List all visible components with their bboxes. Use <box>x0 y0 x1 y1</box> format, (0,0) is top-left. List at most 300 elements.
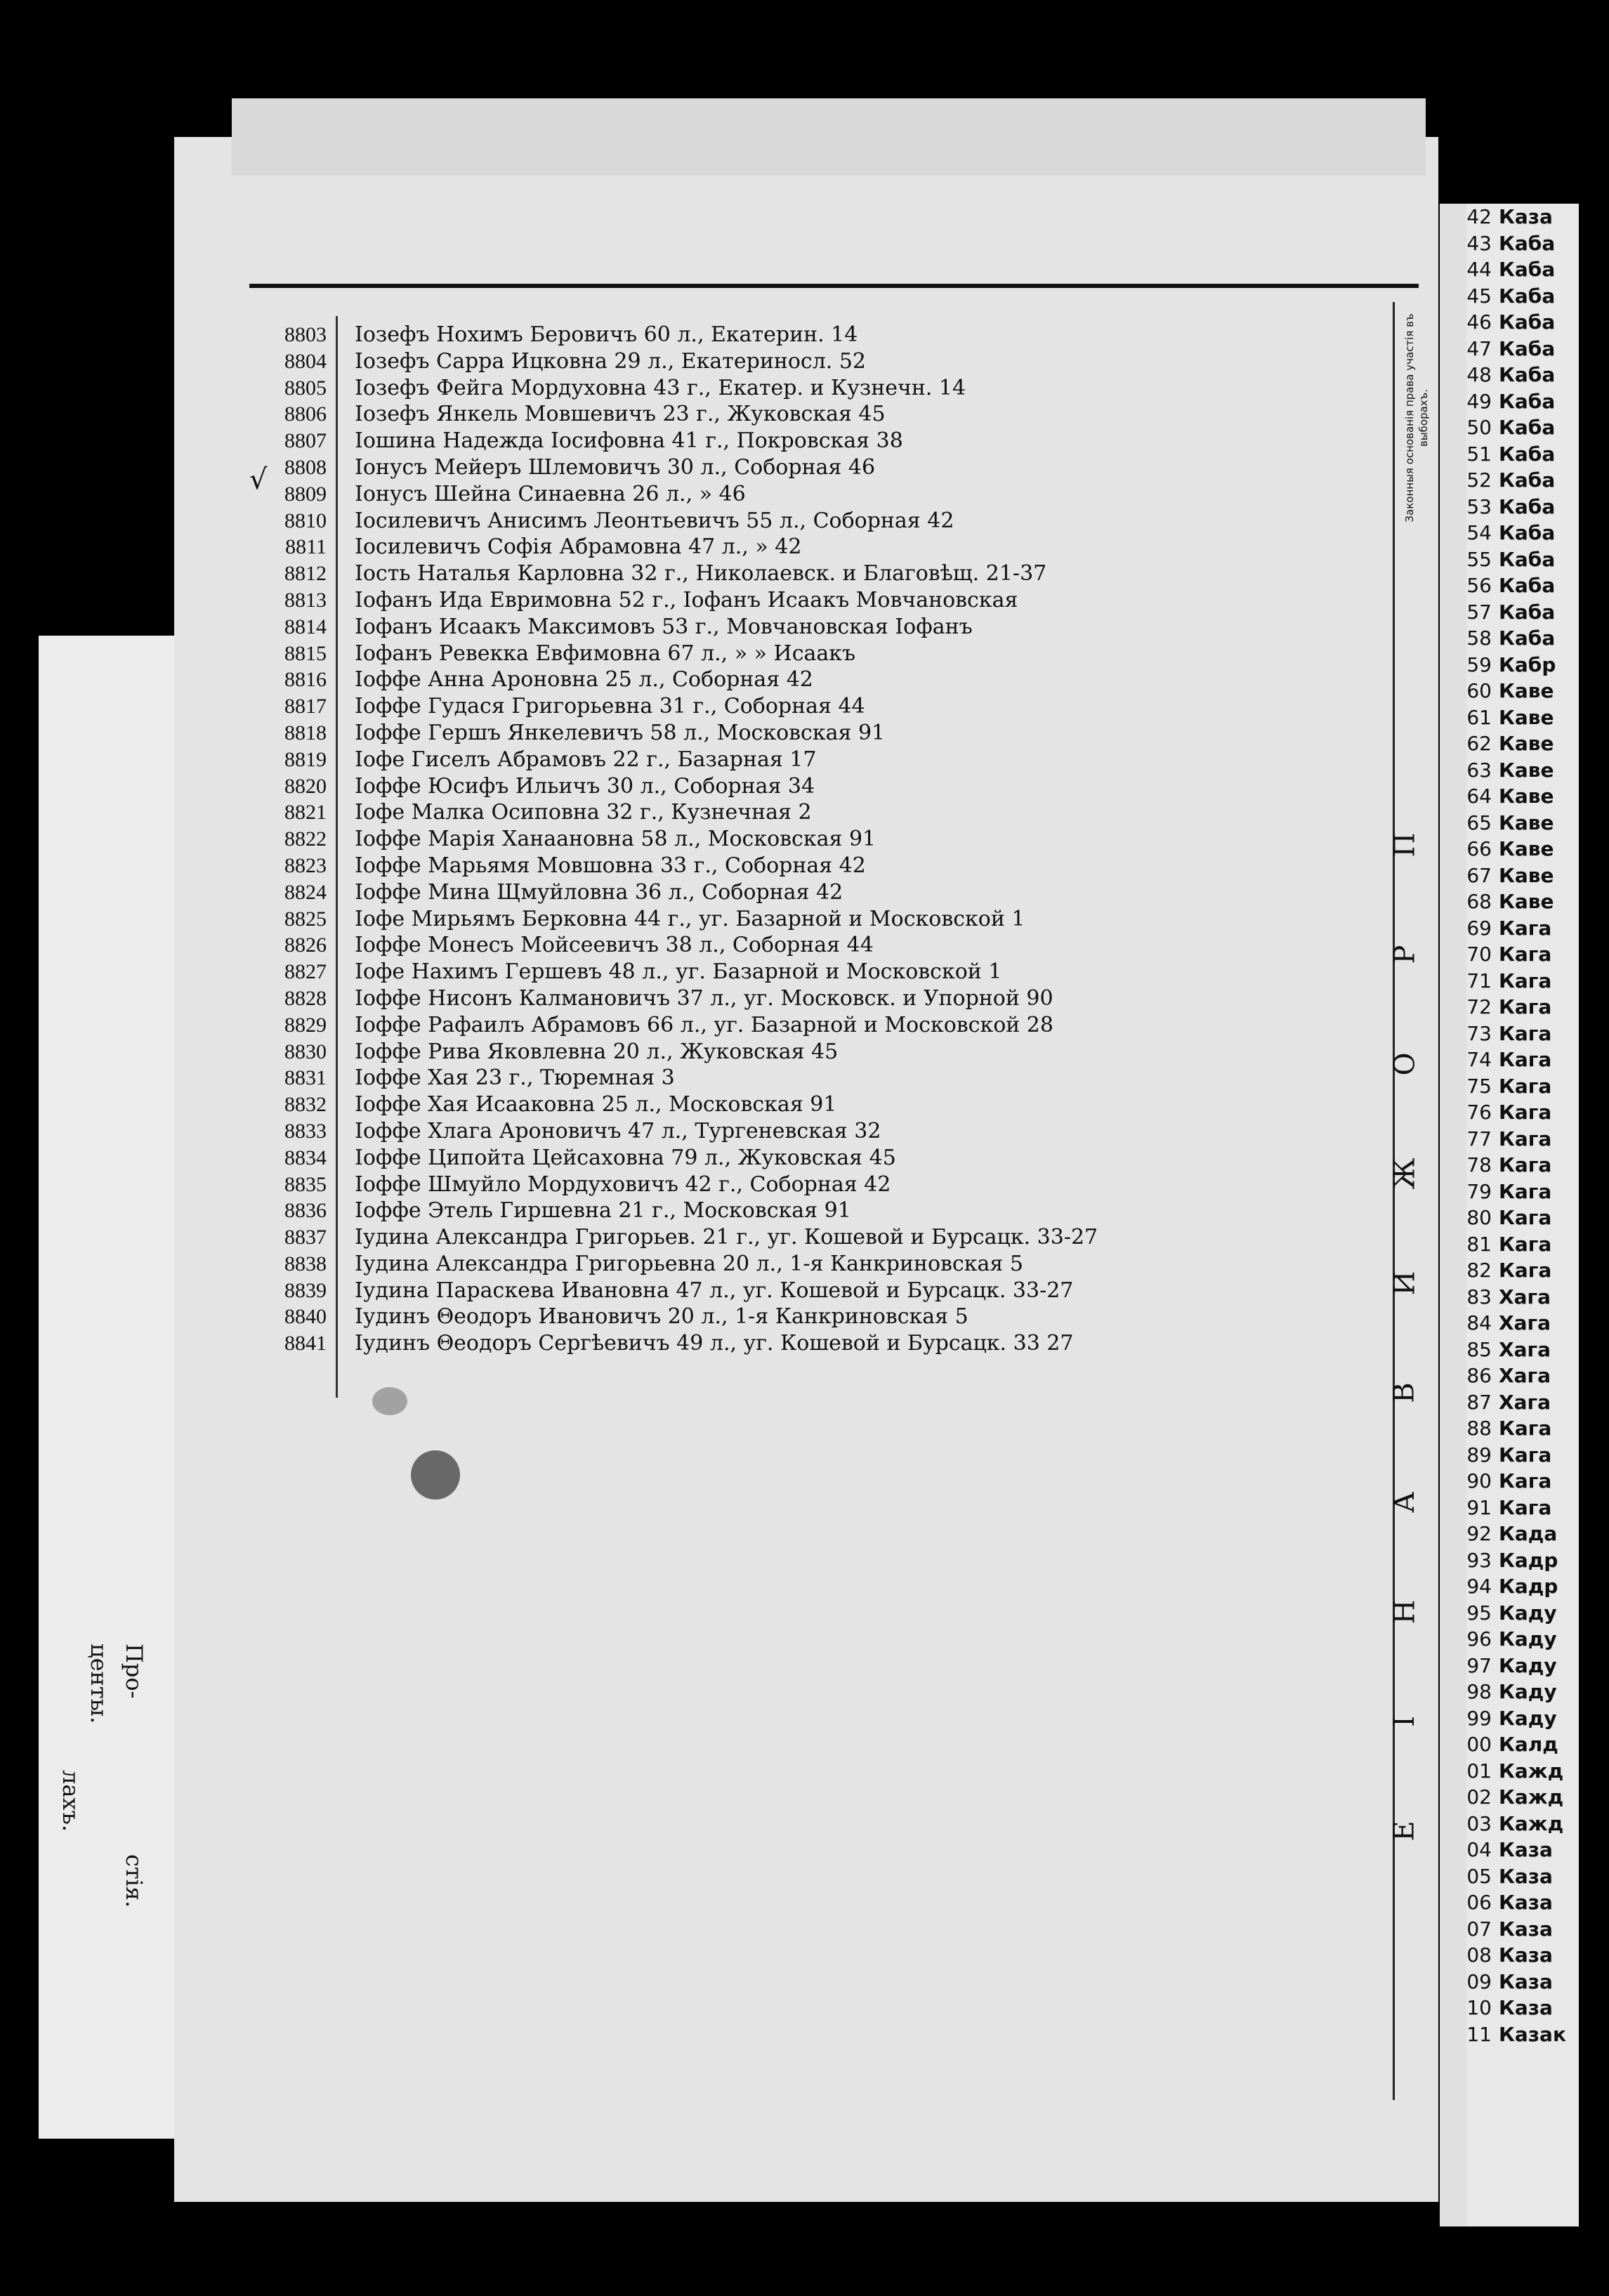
next-page-entry <box>1466 1705 1579 1732</box>
next-page-entry-number: 75 <box>1466 1074 1492 1098</box>
next-page-entry-number: 53 <box>1466 494 1492 518</box>
entry-number: 8819 <box>284 747 327 771</box>
entry-text: Iоффе Нисонъ Калмановичъ 37 л., уг. Московск. и Упорной 90 <box>355 985 1053 1011</box>
entry-number: 8835 <box>284 1172 327 1196</box>
next-page-entry-number: 88 <box>1466 1417 1492 1440</box>
next-page-entry-text: Хага <box>1499 1390 1551 1414</box>
side-heading-residence <box>1384 829 1426 1847</box>
entry-text: Iоффе Рафаилъ Абрамовъ 66 л., уг. Базарной и Московской 28 <box>355 1012 1053 1037</box>
list-item <box>249 614 1373 641</box>
next-page-entry <box>1466 994 1579 1021</box>
entry-number: 8815 <box>284 641 327 665</box>
next-page-entry <box>1466 1126 1579 1153</box>
entry-number: 8818 <box>284 721 327 744</box>
next-page-entry-number: 94 <box>1466 1575 1492 1598</box>
list-item <box>249 1039 1373 1065</box>
next-page-entry <box>1466 1916 1579 1943</box>
left-fragment: лахъ. <box>58 1770 84 1832</box>
next-page-entry-text: Када <box>1499 1522 1558 1545</box>
entry-number: 8839 <box>284 1278 327 1302</box>
list-item <box>249 401 1373 428</box>
next-page-entry-text: Кага <box>1499 943 1552 966</box>
next-page-entry-text: Хага <box>1499 1364 1551 1387</box>
list-item <box>249 641 1373 667</box>
next-page-entry <box>1466 1047 1579 1073</box>
next-page-entry <box>1466 1573 1579 1600</box>
list-item <box>249 667 1373 693</box>
next-page-entry <box>1466 1021 1579 1047</box>
entry-number: 8829 <box>284 1013 327 1037</box>
next-page-entry-text: Каба <box>1499 231 1556 255</box>
next-page-entry-text: Каду <box>1499 1601 1557 1625</box>
next-page-entry-number: 87 <box>1466 1390 1492 1414</box>
entry-text: Iоффе Хая 23 г., Тюремная 3 <box>355 1065 675 1091</box>
next-page-entry-number: 68 <box>1466 890 1492 913</box>
entry-text: Iудинъ Θеодоръ Сергѣевичъ 49 л., уг. Кошевой и Бурсацк. 33 27 <box>355 1331 1074 1356</box>
next-page-entry-text: Каду <box>1499 1627 1557 1651</box>
next-page-entry <box>1466 494 1579 520</box>
list-item <box>249 1065 1373 1091</box>
list-item <box>249 906 1373 933</box>
entry-text: Iофе Мирьямъ Берковна 44 г., уг. Базарной и Московской 1 <box>355 906 1025 931</box>
next-page-entry <box>1466 1205 1579 1231</box>
next-page-entry-text: Кага <box>1499 1232 1552 1256</box>
next-page-entry <box>1466 1468 1579 1495</box>
next-page-entry-number: 64 <box>1466 785 1492 808</box>
next-page-entry-text: Каве <box>1499 732 1554 755</box>
next-page-entry-number: 66 <box>1466 837 1492 860</box>
next-page-entry <box>1466 1231 1579 1258</box>
heading-letter: В <box>1388 1382 1421 1403</box>
next-page-entry-number: 44 <box>1466 258 1492 281</box>
next-page-entry-number: 97 <box>1466 1653 1492 1677</box>
next-page-entry-number: 95 <box>1466 1601 1492 1625</box>
next-page-entry <box>1466 625 1579 652</box>
entry-text: Iудина Параскева Ивановна 47 л., уг. Кошевой и Бурсацк. 33-27 <box>355 1278 1074 1303</box>
next-page-entry <box>1466 757 1579 784</box>
left-fragment: Про- <box>121 1644 147 1699</box>
next-page-entry-text: Каба <box>1499 416 1556 439</box>
next-page-entry-text: Каба <box>1499 600 1556 624</box>
list-item <box>249 428 1373 454</box>
side-note: Законныя основанія права участія въ выборахъ. <box>1403 313 1430 523</box>
next-page-entry <box>1466 1731 1579 1758</box>
entry-number: 8813 <box>284 588 327 612</box>
next-page-entry-text: Кажд <box>1499 1759 1564 1783</box>
next-page-entry-number: 98 <box>1466 1680 1492 1703</box>
list-item <box>249 481 1373 508</box>
entry-number: 8810 <box>284 509 327 532</box>
next-page-entry-number: 46 <box>1466 310 1492 334</box>
next-page-entry-text: Каба <box>1499 494 1556 518</box>
next-page-entry <box>1466 1179 1579 1205</box>
left-fragment: центы. <box>86 1644 112 1724</box>
next-page-entry <box>1466 441 1579 468</box>
next-page-entry-text: Каза <box>1499 1891 1553 1914</box>
next-page-entry-text: Кага <box>1499 1259 1552 1282</box>
next-page-entry <box>1466 1653 1579 1679</box>
entry-text: Iоффе Шмуйло Мордуховичъ 42 г., Соборная 42 <box>355 1172 891 1197</box>
entry-text: Iоффе Гудася Григорьевна 31 г., Соборная 44 <box>355 694 865 719</box>
page-top-area <box>232 98 1426 176</box>
next-page-entry <box>1466 1995 1579 2021</box>
next-page-entry-text: Каза <box>1499 1838 1553 1861</box>
next-page-entry-number: 61 <box>1466 705 1492 729</box>
next-page-entry-number: 00 <box>1466 1733 1492 1756</box>
next-page-entry-number: 47 <box>1466 336 1492 360</box>
next-page-entry-text: Каве <box>1499 837 1554 860</box>
next-page-entry <box>1466 1152 1579 1179</box>
next-page-entry-number: 02 <box>1466 1785 1492 1809</box>
next-page-entry-number: 84 <box>1466 1311 1492 1334</box>
list-item <box>249 1251 1373 1278</box>
entry-text: Iудина Александра Григорьевна 20 л., 1-я Канкриновская 5 <box>355 1251 1023 1276</box>
next-page-entry-text: Каве <box>1499 705 1554 729</box>
next-page-entry-number: 06 <box>1466 1891 1492 1914</box>
next-page-entry-number: 09 <box>1466 1969 1492 1993</box>
next-page-entry <box>1466 1521 1579 1547</box>
next-page-entry-text: Хага <box>1499 1337 1551 1361</box>
next-page-entry-text: Кага <box>1499 1443 1552 1467</box>
next-page-entry-text: Каду <box>1499 1653 1557 1677</box>
next-page-entry <box>1466 388 1579 415</box>
entry-text: Iозефъ Янкель Мовшевичъ 23 г., Жуковская 45 <box>355 402 886 427</box>
entry-number: 8816 <box>284 668 327 692</box>
entry-number: 8823 <box>284 853 327 877</box>
next-page-column <box>1466 204 1579 2226</box>
next-page-entry-number: 43 <box>1466 231 1492 255</box>
next-page-entry <box>1466 1679 1579 1705</box>
heading-letter: О <box>1388 1052 1421 1076</box>
entry-text: Iоффе Рива Яковлевна 20 л., Жуковская 45 <box>355 1039 839 1064</box>
list-item <box>249 1198 1373 1224</box>
left-page-fragments <box>42 1644 176 2135</box>
next-page-entry-text: Каза <box>1499 1943 1553 1967</box>
next-page-entry-text: Каба <box>1499 310 1556 334</box>
entry-number: 8812 <box>284 562 327 586</box>
next-page-entry <box>1466 362 1579 388</box>
entry-number: 8830 <box>284 1039 327 1063</box>
entry-number: 8803 <box>284 323 327 346</box>
next-page-entry <box>1466 1310 1579 1337</box>
next-page-entry <box>1466 968 1579 995</box>
next-page-entry <box>1466 1415 1579 1442</box>
entry-number: 8841 <box>284 1332 327 1356</box>
next-page-entry <box>1466 1495 1579 1521</box>
next-page-entry-number: 99 <box>1466 1706 1492 1730</box>
next-page-entry <box>1466 1099 1579 1126</box>
next-page-entry-text: Каве <box>1499 758 1554 782</box>
list-item <box>249 322 1373 348</box>
next-page-entry-text: Кага <box>1499 916 1552 940</box>
next-page-entry-text: Кага <box>1499 1153 1552 1176</box>
entry-text: Iоффе Этель Гиршевна 21 г., Московская 91 <box>355 1198 851 1224</box>
entry-number: 8808 <box>284 455 327 479</box>
entry-text: Iоффе Хая Исааковна 25 л., Московская 91 <box>355 1092 837 1117</box>
next-page-entry-number: 80 <box>1466 1206 1492 1229</box>
next-page-entry-number: 90 <box>1466 1469 1492 1493</box>
next-page-entry-text: Каза <box>1499 1917 1553 1941</box>
next-page-entry-text: Кажд <box>1499 1785 1564 1809</box>
next-page-entry-number: 48 <box>1466 363 1492 386</box>
heading-letter: П <box>1388 832 1421 858</box>
next-page-entry <box>1466 309 1579 336</box>
next-page-entry-text: Кага <box>1499 995 1552 1018</box>
next-page-entry-text: Каба <box>1499 468 1556 492</box>
entry-text: Iоффе Анна Ароновна 25 л., Соборная 42 <box>355 667 813 693</box>
entry-text: Iоффе Марьямя Мовшовна 33 г., Соборная 42 <box>355 853 866 878</box>
next-page-entry <box>1466 1863 1579 1890</box>
next-page-entry <box>1466 862 1579 889</box>
next-page-entry-number: 45 <box>1466 284 1492 308</box>
list-item <box>249 959 1373 985</box>
entry-number: 8832 <box>284 1093 327 1117</box>
ink-stain <box>372 1387 407 1415</box>
next-page-entry <box>1466 414 1579 441</box>
list-item <box>249 1224 1373 1251</box>
heading-letter: Н <box>1388 1599 1421 1625</box>
entry-text: Iошина Надежда Iосифовна 41 г., Покровская 38 <box>355 428 903 454</box>
next-page-entry <box>1466 256 1579 283</box>
heading-letter: Р <box>1388 945 1421 964</box>
next-page-entry-number: 59 <box>1466 652 1492 676</box>
next-page-entry <box>1466 599 1579 626</box>
entry-text: Iость Наталья Карловна 32 г., Николаевск. и Благовѣщ. 21-37 <box>355 561 1047 586</box>
next-page-entry <box>1466 230 1579 257</box>
next-page-entry-number: 78 <box>1466 1153 1492 1176</box>
list-item <box>249 1278 1373 1304</box>
next-page-entry-number: 50 <box>1466 416 1492 439</box>
list-item <box>249 454 1373 481</box>
next-page-entry-number: 73 <box>1466 1021 1492 1045</box>
next-page-entry <box>1466 678 1579 704</box>
next-page-entry <box>1466 1547 1579 1574</box>
next-page-entry <box>1466 520 1579 546</box>
next-page-entry-text: Каба <box>1499 627 1556 650</box>
next-page-entry-text: Каве <box>1499 890 1554 913</box>
list-item <box>249 1172 1373 1198</box>
entry-number: 8820 <box>284 774 327 798</box>
next-page-entry-number: 76 <box>1466 1101 1492 1124</box>
next-page-entry-number: 55 <box>1466 547 1492 571</box>
next-page-entry-text: Каба <box>1499 574 1556 597</box>
next-page-entry-number: 70 <box>1466 943 1492 966</box>
next-page-entry <box>1466 467 1579 494</box>
next-page-entry-number: 89 <box>1466 1443 1492 1467</box>
entry-number: 8827 <box>284 960 327 984</box>
entry-number: 8833 <box>284 1119 327 1143</box>
next-page-entry-text: Каза <box>1499 205 1553 228</box>
entry-number: 8806 <box>284 402 327 426</box>
list-item <box>249 375 1373 402</box>
list-item <box>249 1012 1373 1039</box>
next-page-entry-number: 92 <box>1466 1522 1492 1545</box>
list-item <box>249 826 1373 853</box>
next-page-entry <box>1466 730 1579 757</box>
next-page-entry-text: Каба <box>1499 258 1556 281</box>
next-page-entry <box>1466 1363 1579 1389</box>
next-page-entry-number: 91 <box>1466 1495 1492 1519</box>
heading-letter: Ж <box>1388 1157 1421 1190</box>
entry-number: 8840 <box>284 1305 327 1329</box>
entry-number: 8838 <box>284 1252 327 1275</box>
list-item <box>249 879 1373 906</box>
next-page-entry <box>1466 888 1579 915</box>
next-page-entry <box>1466 1600 1579 1627</box>
next-page-entry-text: Каба <box>1499 547 1556 571</box>
next-page-entry <box>1466 1389 1579 1416</box>
next-page-entry-number: 72 <box>1466 995 1492 1018</box>
entry-number: 8825 <box>284 907 327 931</box>
next-page-entry-text: Каба <box>1499 336 1556 360</box>
next-page-entry <box>1466 1626 1579 1653</box>
entry-text: Iонусъ Мейеръ Шлемовичъ 30 л., Соборная 46 <box>355 454 876 480</box>
next-page-entry-text: Каве <box>1499 811 1554 834</box>
next-page-entry <box>1466 1257 1579 1284</box>
list-item <box>249 560 1373 587</box>
next-page-entry <box>1466 1284 1579 1311</box>
right-page-gutter <box>1440 204 1468 2226</box>
next-page-entry-text: Каза <box>1499 1996 1553 2019</box>
next-page-entry-text: Каба <box>1499 389 1556 413</box>
next-page-entry-number: 03 <box>1466 1811 1492 1835</box>
entry-number: 8807 <box>284 429 327 453</box>
next-page-entry <box>1466 1442 1579 1469</box>
next-page-entry-text: Каве <box>1499 785 1554 808</box>
next-page-entry-text: Кага <box>1499 1206 1552 1229</box>
next-page-entry-text: Кага <box>1499 1417 1552 1440</box>
next-page-entry <box>1466 810 1579 837</box>
next-page-entry-text: Кага <box>1499 1495 1552 1519</box>
entry-text: Iофанъ Ида Евримовна 52 г., Iофанъ Исаакъ Мовчановская <box>355 587 1018 612</box>
next-page-entry-number: 83 <box>1466 1285 1492 1308</box>
next-page-entry <box>1466 783 1579 810</box>
next-page-entry-number: 79 <box>1466 1179 1492 1203</box>
entry-text: Iозефъ Нохимъ Беровичъ 60 л., Екатерин. 14 <box>355 322 858 347</box>
next-page-entry-number: 82 <box>1466 1259 1492 1282</box>
next-page-entry-text: Каве <box>1499 679 1554 702</box>
list-item <box>249 693 1373 720</box>
list-item <box>249 1145 1373 1172</box>
next-page-entry <box>1466 336 1579 362</box>
next-page-entry <box>1466 1811 1579 1837</box>
next-page-entry-number: 93 <box>1466 1548 1492 1572</box>
entry-number: 8826 <box>284 933 327 957</box>
next-page-entry-number: 85 <box>1466 1337 1492 1361</box>
entry-text: Iофе Малка Осиповна 32 г., Кузнечная 2 <box>355 800 812 825</box>
next-page-entry-number: 77 <box>1466 1127 1492 1150</box>
next-page-entry <box>1466 2021 1579 2048</box>
next-page-entry-text: Кага <box>1499 1074 1552 1098</box>
next-page-entry-text: Каду <box>1499 1680 1557 1703</box>
entry-text: Iофанъ Ревекка Евфимовна 67 л., » » Исаакъ <box>355 641 856 666</box>
heading-letter: Е <box>1388 1821 1421 1842</box>
next-page-entry-text: Кага <box>1499 1048 1552 1071</box>
next-page-entry-text: Каза <box>1499 1969 1553 1993</box>
next-page-entry-text: Калд <box>1499 1733 1558 1756</box>
next-page-entry-number: 56 <box>1466 574 1492 597</box>
entry-text: Iудинъ Θеодоръ Ивановичъ 20 л., 1-я Канкриновская 5 <box>355 1304 968 1330</box>
next-page-entry-number: 58 <box>1466 627 1492 650</box>
next-page-entry-number: 01 <box>1466 1759 1492 1783</box>
next-page-entry-text: Каба <box>1499 363 1556 386</box>
entry-number: 8834 <box>284 1146 327 1169</box>
next-page-entry-text: Кага <box>1499 1101 1552 1124</box>
next-page-entry <box>1466 204 1579 230</box>
list-item <box>249 508 1373 534</box>
entry-text: Iоффе Гершъ Янкелевичъ 58 л., Московская 91 <box>355 720 886 745</box>
next-page-entry-number: 65 <box>1466 811 1492 834</box>
voter-list <box>249 322 1373 1357</box>
entry-text: Iосилевичъ Софія Абрамовна 47 л., » 42 <box>355 534 802 560</box>
next-page-entry-number: 10 <box>1466 1996 1492 2019</box>
ink-stain <box>411 1450 460 1500</box>
heading-letter: А <box>1388 1491 1421 1514</box>
next-page-entry <box>1466 1784 1579 1811</box>
next-page-entry-number: 42 <box>1466 205 1492 228</box>
next-page-entry-text: Каза <box>1499 1864 1553 1888</box>
list-item <box>249 853 1373 879</box>
next-page-entry-number: 52 <box>1466 468 1492 492</box>
next-page-entry <box>1466 1889 1579 1916</box>
entry-text: Iонусъ Шейна Синаевна 26 л., » 46 <box>355 481 746 506</box>
entry-number: 8817 <box>284 695 327 719</box>
next-page-entry <box>1466 283 1579 310</box>
list-item <box>249 348 1373 375</box>
next-page-entry <box>1466 1837 1579 1863</box>
next-page-entry-number: 63 <box>1466 758 1492 782</box>
next-page-entry-text: Кадр <box>1499 1575 1558 1598</box>
next-page-entry <box>1466 1337 1579 1363</box>
next-page-entry-number: 51 <box>1466 442 1492 466</box>
list-item <box>249 1091 1373 1118</box>
list-item <box>249 1304 1373 1330</box>
next-page-entry-text: Кага <box>1499 1021 1552 1045</box>
next-page-entry-text: Каве <box>1499 863 1554 887</box>
next-page-entry <box>1466 1969 1579 1995</box>
entry-text: Iофе Нахимъ Гершевъ 48 л., уг. Базарной и Московской 1 <box>355 959 1002 985</box>
next-page-entry-text: Хага <box>1499 1311 1551 1334</box>
next-page-entry-text: Хага <box>1499 1285 1551 1308</box>
next-page-entry <box>1466 572 1579 599</box>
next-page-entry <box>1466 836 1579 862</box>
entry-number: 8814 <box>284 615 327 638</box>
entry-text: Iоффе Мина Щмуйловна 36 л., Соборная 42 <box>355 879 843 905</box>
list-item <box>249 534 1373 560</box>
entry-text: Iозефъ Сарра Ицковна 29 л., Екатериносл. 52 <box>355 348 866 374</box>
next-page-entry-number: 81 <box>1466 1232 1492 1256</box>
list-item <box>249 720 1373 747</box>
next-page-entry-text: Каба <box>1499 521 1556 544</box>
entry-number: 8804 <box>284 349 327 373</box>
left-fragment: стія. <box>121 1854 147 1908</box>
next-page-entry-number: 04 <box>1466 1838 1492 1861</box>
entry-number: 8821 <box>284 801 327 825</box>
entry-number: 8831 <box>284 1066 327 1090</box>
heading-letter: И <box>1388 1271 1421 1296</box>
list-item <box>249 1118 1373 1145</box>
next-page-entry-text: Каду <box>1499 1706 1557 1730</box>
next-page-entry-number: 49 <box>1466 389 1492 413</box>
check-mark: √ <box>249 464 268 496</box>
next-page-entry <box>1466 1758 1579 1785</box>
next-page-entry-number: 05 <box>1466 1864 1492 1888</box>
entry-number: 8828 <box>284 986 327 1010</box>
next-page-entry <box>1466 1073 1579 1100</box>
entry-number: 8822 <box>284 827 327 851</box>
next-page-entry-text: Кабр <box>1499 652 1556 676</box>
next-page-entry-text: Кага <box>1499 1127 1552 1150</box>
